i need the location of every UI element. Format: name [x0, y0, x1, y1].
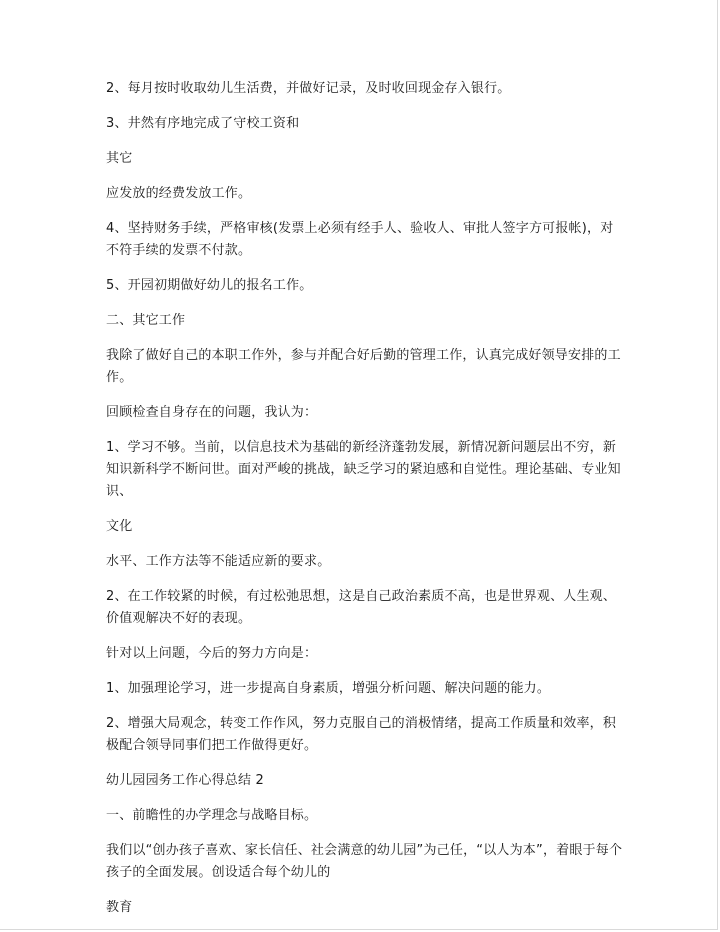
paragraph-heading: 其它 [106, 151, 133, 166]
paragraph: 2、在工作较紧的时候，有过松弛思想，这是自己政治素质不高，也是世界观、人生观、价值观解决不好的表现。 [106, 589, 617, 626]
paragraph: 1、学习不够。当前，以信息技术为基础的新经济蓬勃发展，新情况新问题层出不穷，新知识新科学不断问世。面对严峻的挑战，缺乏学习的紧迫感和自觉性。理论基础、专业知识、 [106, 440, 621, 499]
paragraph: 针对以上问题，今后的努力方向是： [106, 646, 318, 661]
paragraph: 应发放的经费发放工作。 [106, 186, 252, 201]
document-body [106, 78, 626, 932]
paragraph-heading: 教育 [106, 900, 133, 915]
paragraph: 1、加强理论学习，进一步提高自身素质，增强分析问题、解决问题的能力。 [106, 681, 551, 696]
paragraph: 3、井然有序地完成了守校工资和 [106, 116, 300, 131]
paragraph: 我除了做好自己的本职工作外，参与并配合好后勤的管理工作，认真完成好领导安排的工作。 [106, 348, 621, 385]
paragraph: 2、每月按时收取幼儿生活费，并做好记录，及时收回现金存入银行。 [106, 81, 511, 96]
section-heading: 一、前瞻性的办学理念与战略目标。 [106, 808, 318, 823]
paragraph: 5、开园初期做好幼儿的报名工作。 [106, 278, 313, 293]
paragraph: 回顾检查自身存在的问题，我认为： [106, 405, 318, 420]
paragraph: 4、坚持财务手续，严格审核(发票上必须有经手人、验收人、审批人签字方可报帐)，对不符手续的发票不付款。 [106, 221, 614, 258]
paragraph: 水平、工作方法等不能适应新的要求。 [106, 554, 331, 569]
paragraph: 我们以“创办孩子喜欢、家长信任、社会满意的幼儿园”为己任，“以人为本”，着眼于每个孩子的全面发展。创设适合每个幼儿的 [106, 843, 623, 880]
paragraph: 2、增强大局观念，转变工作作风，努力克服自己的消极情绪，提高工作质量和效率，积极配合领导同事们把工作做得更好。 [106, 716, 617, 753]
document-subtitle: 幼儿园园务工作心得总结 2 [106, 773, 265, 788]
paragraph-heading: 文化 [106, 519, 133, 534]
section-heading: 二、其它工作 [106, 313, 186, 328]
